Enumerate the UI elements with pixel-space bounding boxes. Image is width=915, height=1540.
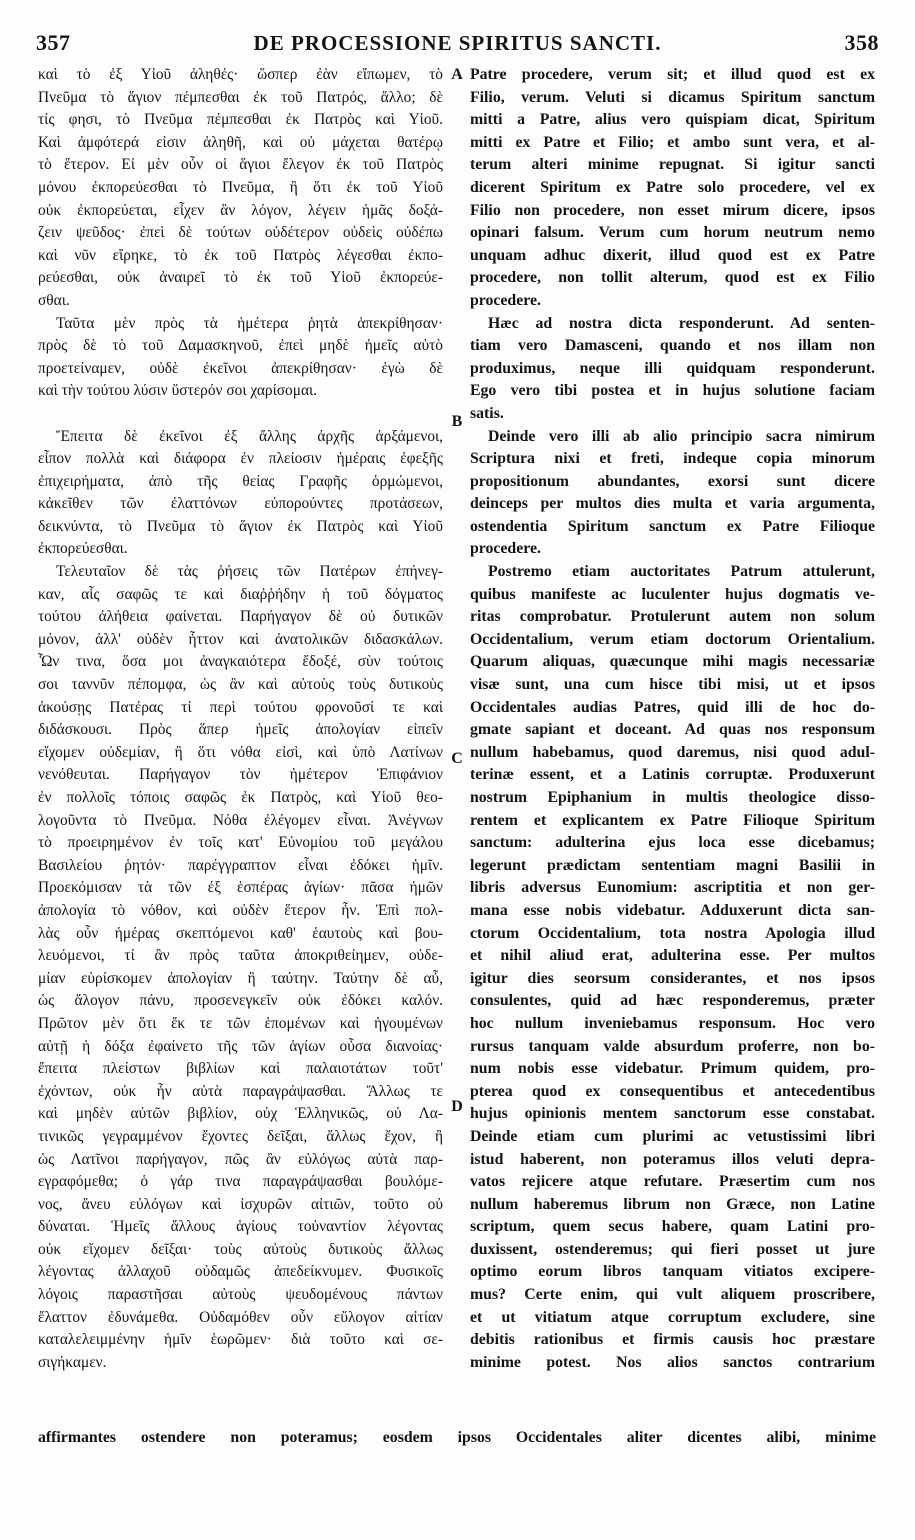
latin-line: hujus opinionis mentem sanctorum esse constabat. xyxy=(470,1105,875,1123)
greek-line: Βασιλείου ῥητόν· παρέγγραπτον εἶναι ἐδόκει ἡμῖν. xyxy=(38,856,443,874)
latin-line: Filio non procedere, non esset mirum dicere, ipsos xyxy=(470,201,875,219)
greek-line: νος, ἄνευ εὐλόγων καὶ ἰσχυρῶν αἰτιῶν, τοῦτο οὐ xyxy=(38,1195,443,1213)
latin-line: rursus tanquam valde absurdum proferre, non bo- xyxy=(470,1037,875,1055)
greek-line: πρὸς δὲ τὸ τοῦ Δαμασκηνοῦ, ἐπεὶ μηδὲ ἡμεῖς αὐτὸ xyxy=(38,337,443,355)
latin-line: et ut vitiatum atque corruptum excludere, sine xyxy=(470,1308,875,1326)
latin-line: sanctum: adulterina ejus loca esse dicebamus; xyxy=(470,834,875,852)
latin-line: mus? Certe enim, qui vult aliquem proscribere, xyxy=(470,1286,875,1304)
greek-line: ρεύεσθαι, οὐκ ἀναιρεῖ τὸ ἐκ τοῦ Υἱοῦ ἐκπορεύε- xyxy=(38,269,443,287)
greek-line: οὐκ εἴχομεν δεῖξαι· τοὺς αὐτοὺς δυτικοὺς ἄλλως xyxy=(38,1240,443,1258)
greek-line: Προεκόμισαν τὰ τῶν ἐξ ἑσπέρας ἁγίων· πᾶσα ἡμῶν xyxy=(38,879,443,897)
margin-letter-b: B xyxy=(451,413,463,430)
latin-line: produximus, neque illi quidquam responderunt. xyxy=(470,359,875,377)
latin-line: ritas comprobatur. Protulerunt autem non solum xyxy=(470,608,875,626)
latin-line: Occidentalium, verum etiam doctorum Orientalium. xyxy=(470,630,875,648)
greek-line: δεικνύντα, τὸ Πνεῦμα τὸ ἅγιον ἐκ Πατρὸς καὶ Υἱοῦ xyxy=(38,517,443,535)
latin-line: terinæ essent, et a Latinis corruptæ. Produxerunt xyxy=(470,766,875,784)
latin-line: Patre procedere, verum sit; et illud quod est ex xyxy=(470,66,875,83)
latin-line: satis. xyxy=(470,404,504,422)
latin-line: Filio, verum. Veluti si dicamus Spiritum sanctum xyxy=(470,88,875,106)
greek-line: μόνου ἐκπορεύεσθαι τὸ Πνεῦμα, ἢ ὅτι ἐκ τοῦ Υἱοῦ xyxy=(38,178,443,196)
greek-line: προετείναμεν, οὐδὲ ἐκεῖνοι ἀπεκρίθησαν· ἐγὼ δὲ xyxy=(38,359,443,377)
greek-line: ἔπειτα πλείστων βιβλίων καὶ παλαιοτάτων τοῦτ' xyxy=(38,1060,443,1078)
latin-column xyxy=(470,64,875,1374)
margin-letter-a: A xyxy=(451,66,463,83)
latin-line: Quarum aliquas, quæcunque mihi magis necessariæ xyxy=(470,653,875,671)
latin-line: nullum habebamus, quod daremus, nisi quod adul- xyxy=(470,743,875,761)
greek-line: καὶ νῦν εἴρηκε, τὸ ἐκ τοῦ Πατρὸς λέγεσθαι ἐκπο- xyxy=(38,246,443,264)
latin-line: dicerent Spiritum ex Patre solo procedere, vel ex xyxy=(470,178,875,196)
greek-line: καὶ τὸ ἐξ Υἱοῦ ἀληθές· ὥσπερ ἐὰν εἴπωμεν, τὸ xyxy=(38,66,443,83)
latin-line: pterea quod ex consequentibus et antecedentibus xyxy=(470,1082,875,1100)
greek-line: ὡς Λατῖνοι παρήγαγον, πῶς ἂν εὐλόγως αὐτὰ παρ- xyxy=(38,1150,443,1168)
footer-line: affirmantes ostendere non poteramus; eosdem ipsos Occidentales aliter dicentes alibi, minime xyxy=(38,1429,876,1446)
latin-line: nullum haberemus librum non Græce, non Latine xyxy=(470,1195,875,1213)
greek-line: οὐκ ἐκπορεύεται, εἶχεν ἂν λόγον, λέγειν ἡμᾶς δοξά- xyxy=(38,201,443,219)
greek-line: λόγοις παραστῆσαι αὐτοὺς ψευδομένους πάντων xyxy=(38,1286,443,1304)
latin-line: Deinde vero illi ab alio principio sacra nimirum xyxy=(488,427,875,445)
greek-line: νενόθευται. Παρήγαγον τὸν ἡμέτερον Ἐπιφάνιον xyxy=(38,766,443,784)
greek-line: λὰς οὖν ἡμέρας σκεπτόμενοι καθ' ἑαυτοὺς καὶ βου- xyxy=(38,924,443,942)
greek-line: Ταῦτα μὲν πρὸς τὰ ἡμέτερα ῥητὰ ἀπεκρίθησαν· xyxy=(56,314,443,332)
greek-line: λευόμενοι, τί ἂν πρὸς ταῦτα ἀποκριθείημεν, οὐδε- xyxy=(38,947,443,965)
greek-line: ζειν ψεῦδος· ἐπεὶ δὲ τούτων οὐδέτερον οὐδεὶς οὐδέπω xyxy=(38,224,443,242)
greek-line: Καὶ ἀμφότερά εἰσιν ἀληθῆ, καὶ οὐ μάχεται θατέρῳ xyxy=(38,133,443,151)
page-number-right: 358 xyxy=(844,30,879,55)
latin-line: num nobis esse videbatur. Primum quidem, pro- xyxy=(470,1060,875,1078)
latin-line: mitti a Patre, alius vero quispiam dicat, Spiritum xyxy=(470,111,875,129)
latin-line: Deinde etiam cum plurimi ac vetustissimi libri xyxy=(470,1127,875,1145)
greek-line: σοι ταννῦν πέπομφα, ὡς ἂν καὶ αὐτοὺς τοὺς δυτικοὺς xyxy=(38,676,443,694)
greek-line: ἀκούσῃς Πατέρας τί περὶ τούτου φρονοῦσί τε καὶ xyxy=(38,698,443,716)
latin-line: Scriptura nixi et freti, indeque copia minorum xyxy=(470,450,875,468)
greek-line: σιγήκαμεν. xyxy=(38,1353,107,1371)
greek-line: ὡς ἄλογον πάνυ, προσενεγκεῖν οὐκ ἐδόκει καλόν. xyxy=(38,992,443,1010)
latin-line: terum alteri minime repugnat. Si igitur sancti xyxy=(470,156,875,174)
greek-line: εἴχομεν οὐδεμίαν, ἢ ὅτι νόθα εἰσὶ, καὶ ὑπὸ Λατίνων xyxy=(38,743,443,761)
latin-line: unquam adhuc dixerit, illud quod est ex Patre xyxy=(470,246,875,264)
greek-line: τὸ ἕτερον. Εἰ μὲν οὖν οἱ ἅγιοι ἔλεγον ἐκ τοῦ Πατρὸς xyxy=(38,156,443,174)
latin-line: istud haberent, non poteramus illos veluti depra- xyxy=(470,1150,875,1168)
greek-line: καὶ μηδὲν αὐτῶν βιβλίον, οὐχ Ἑλληνικῶς, οὐ Λα- xyxy=(38,1105,443,1123)
greek-line: καν, αἷς σαφῶς τε καὶ διαῤῥήδην ἡ τοῦ δόγματος xyxy=(38,585,443,603)
greek-line: ἐπιχειρήματα, ἀπὸ τῆς θείας Γραφῆς ὁρμώμενοι, xyxy=(38,472,443,490)
greek-line: Πνεῦμα τὸ ἅγιον πέμπεσθαι ἐκ τοῦ Πατρός, ἄλλο; δὲ xyxy=(38,88,443,106)
latin-line: hoc nullum inveniebamus responsum. Hoc vero xyxy=(470,1014,875,1032)
running-header xyxy=(36,30,879,60)
latin-line: procedere. xyxy=(470,291,541,309)
greek-line: Τελευταῖον δὲ τὰς ῥήσεις τῶν Πατέρων ἐπήνεγ- xyxy=(56,563,443,581)
latin-line: igitur dies seorsum considerantes, et nos ipsos xyxy=(470,969,875,987)
greek-line: λέγοντας ἀλλαχοῦ οὐδαμῶς ἀπεδείκνυμεν. Φυσικοῖς xyxy=(38,1263,443,1281)
margin-letter-c: C xyxy=(451,750,463,767)
latin-line: vatos rejicere atque refutare. Præsertim cum nos xyxy=(470,1173,875,1191)
latin-line: visæ sunt, una cum hisce tibi misi, ut et ipsos xyxy=(470,676,875,694)
latin-line: gmate sapiant et doceant. Ad quas nos responsum xyxy=(470,721,875,739)
latin-line: tiam vero Damasceni, quando et nos illam non xyxy=(470,337,875,355)
latin-line: mitti ex Patre et Filio; et ambo sunt vera, et al- xyxy=(470,133,875,151)
greek-line: ἀπολογία τὸ νόθον, καὶ οὐδὲν ἕτερον ἦν. Ἐπὶ πολ- xyxy=(38,901,443,919)
greek-line: ἐχόντων, οὐκ ἦν αὐτὰ παραγράψασθαι. Ἄλλως τε xyxy=(38,1082,443,1100)
greek-line: εἶπον πολλὰ καὶ διάφορα ἐν πλείοσιν ἡμέραις ἐφεξῆς xyxy=(38,450,443,468)
greek-line: μίαν εὑρίσκομεν ἀπολογίαν ἢ ταύτην. Ταύτην δὲ αὖ, xyxy=(38,969,443,987)
greek-line: διδάσκουσι. Πρὸς ἅπερ ἡμεῖς ἀπολογίαν εἰπεῖν xyxy=(38,721,443,739)
greek-line: μόνον, ἀλλ' οὐδὲν ἧττον καὶ ἀνατολικῶν διδασκάλων. xyxy=(38,630,443,648)
latin-line: minime potest. Nos alios sanctos contrarium xyxy=(470,1353,875,1371)
latin-line: libris adversus Eunomium: ascriptitia et non ger- xyxy=(470,879,875,897)
greek-line: καταλελειμμένην ἡμῖν ἑωρῶμεν· διὰ τοῦτο καὶ σε- xyxy=(38,1331,443,1349)
latin-line: Hæc ad nostra dicta responderunt. Ad senten- xyxy=(488,314,875,332)
running-title: DE PROCESSIONE SPIRITUS SANCTI. xyxy=(253,31,662,55)
greek-line: ἐν πολλοῖς τόποις σαφῶς ἐκ Πατρὸς, καὶ Υἱοῦ θεο- xyxy=(38,789,443,806)
latin-line: rentem et explicantem ex Patre Filioque Spiritum xyxy=(470,811,875,829)
latin-line: legerunt prædictam sententiam magni Basilii in xyxy=(470,856,875,874)
latin-line: nostrum Epiphanium in multis theologice disso- xyxy=(470,789,875,806)
latin-line: deinceps per multos dies multa et varia argumenta, xyxy=(470,495,875,513)
latin-line: optimo eorum libros tanquam vitiatos excipere- xyxy=(470,1263,875,1281)
latin-line: procedere. xyxy=(470,540,541,558)
greek-line: καὶ τὴν τούτου λύσιν ὕστερόν σοι χαρίσομαι. xyxy=(38,382,318,400)
latin-line: opinari falsum. Verum cum horum neutrum nemo xyxy=(470,224,875,242)
greek-line: τούτου ἀλήθεια φαίνεται. Παρήγαγον δὲ οὐ δυτικῶν xyxy=(38,608,443,626)
latin-line: duxissent, ostenderemus; qui fieri posset ut jure xyxy=(470,1240,875,1258)
greek-line: ἔλαττον ἐδυνάμεθα. Οὐδαμόθεν οὖν εὔλογον αἰτίαν xyxy=(38,1308,443,1326)
greek-line: αὐτῇ ἡ δόξα ἐφαίνετο τῆς τῶν ἁγίων οὖσα διανοίας· xyxy=(38,1037,443,1055)
latin-line: quibus manifeste ac luculenter hujus dogmatis ve- xyxy=(470,585,875,603)
latin-line: propositionum abundantes, exorsi sunt dicere xyxy=(470,472,875,490)
latin-line: consulentes, quid ad hæc responderemus, præter xyxy=(470,992,875,1010)
latin-line: mana esse nobis videbatur. Adduxerunt dicta san- xyxy=(470,901,875,919)
latin-line: ostendentia Spiritum sanctum ex Patre Filioque xyxy=(470,517,875,535)
greek-line: σθαι. xyxy=(38,291,70,309)
page-number-left: 357 xyxy=(36,30,71,55)
latin-line: Ego vero tibi postea et in hujus solutione faciam xyxy=(470,382,875,400)
latin-line: Occidentales audias Patres, quid illi de hoc do- xyxy=(470,698,875,716)
greek-column xyxy=(38,64,443,1374)
greek-line: λογοῦντα τὸ Πνεῦμα. Νόθα ἐλέγομεν εἶναι. Ἀνέγνων xyxy=(38,811,443,829)
latin-line: Postremo etiam auctoritates Patrum attulerunt, xyxy=(488,563,875,581)
greek-gap xyxy=(38,403,443,426)
greek-line: τινικῶς γεγραμμένον ἔχοντες δεῖξαι, ἄλλως ἔχον, ἢ xyxy=(38,1127,443,1145)
greek-line: Πρῶτον μὲν ὅτι ἔκ τε τῶν ἑπομένων καὶ ἡγουμένων xyxy=(38,1014,443,1032)
latin-line: procedere, non tollit alterum, quod est ex Filio xyxy=(470,269,875,287)
greek-line: τὸ προειρημένον ἐν τοῖς κατ' Εὐνομίου τοῦ μεγάλου xyxy=(38,834,443,852)
greek-line: τίς φησι, τὸ Πνεῦμα πέμπεσθαι ἐκ Πατρὸς καὶ Υἱοῦ. xyxy=(38,111,443,129)
greek-line: Ἔπειτα δὲ ἐκεῖνοι ἐξ ἄλλης ἀρχῆς ἀρξάμενοι, xyxy=(56,427,443,445)
greek-line: εγραφόμεθα; ὁ γάρ τινα παραγράψασθαι βουλόμε- xyxy=(38,1173,443,1191)
greek-line: δύναται. Ἡμεῖς ἄλλους ἁγίους τοὐναντίον λέγοντας xyxy=(38,1218,443,1236)
latin-line: et nihil aliud erat, adulterina esse. Per multos xyxy=(470,947,875,965)
latin-line: scriptum, quem secus habere, quam Latini pro- xyxy=(470,1218,875,1236)
latin-line: debitis rationibus et firmis causis hoc præstare xyxy=(470,1331,875,1349)
greek-line: ἐκπορεύεσθαι. xyxy=(38,540,128,558)
greek-line: Ὧν τινα, ὅσα μοι ἀναγκαιότερα ἔδοξέ, σὺν τούτοις xyxy=(38,653,443,671)
latin-line: ctorum Occidentalium, tota nostra Apologia illud xyxy=(470,924,875,942)
margin-letter-d: D xyxy=(451,1098,463,1115)
greek-line: κἀκεῖθεν τῶν ἐλαττόνων εὐπορούντες προτάσεων, xyxy=(38,495,443,513)
